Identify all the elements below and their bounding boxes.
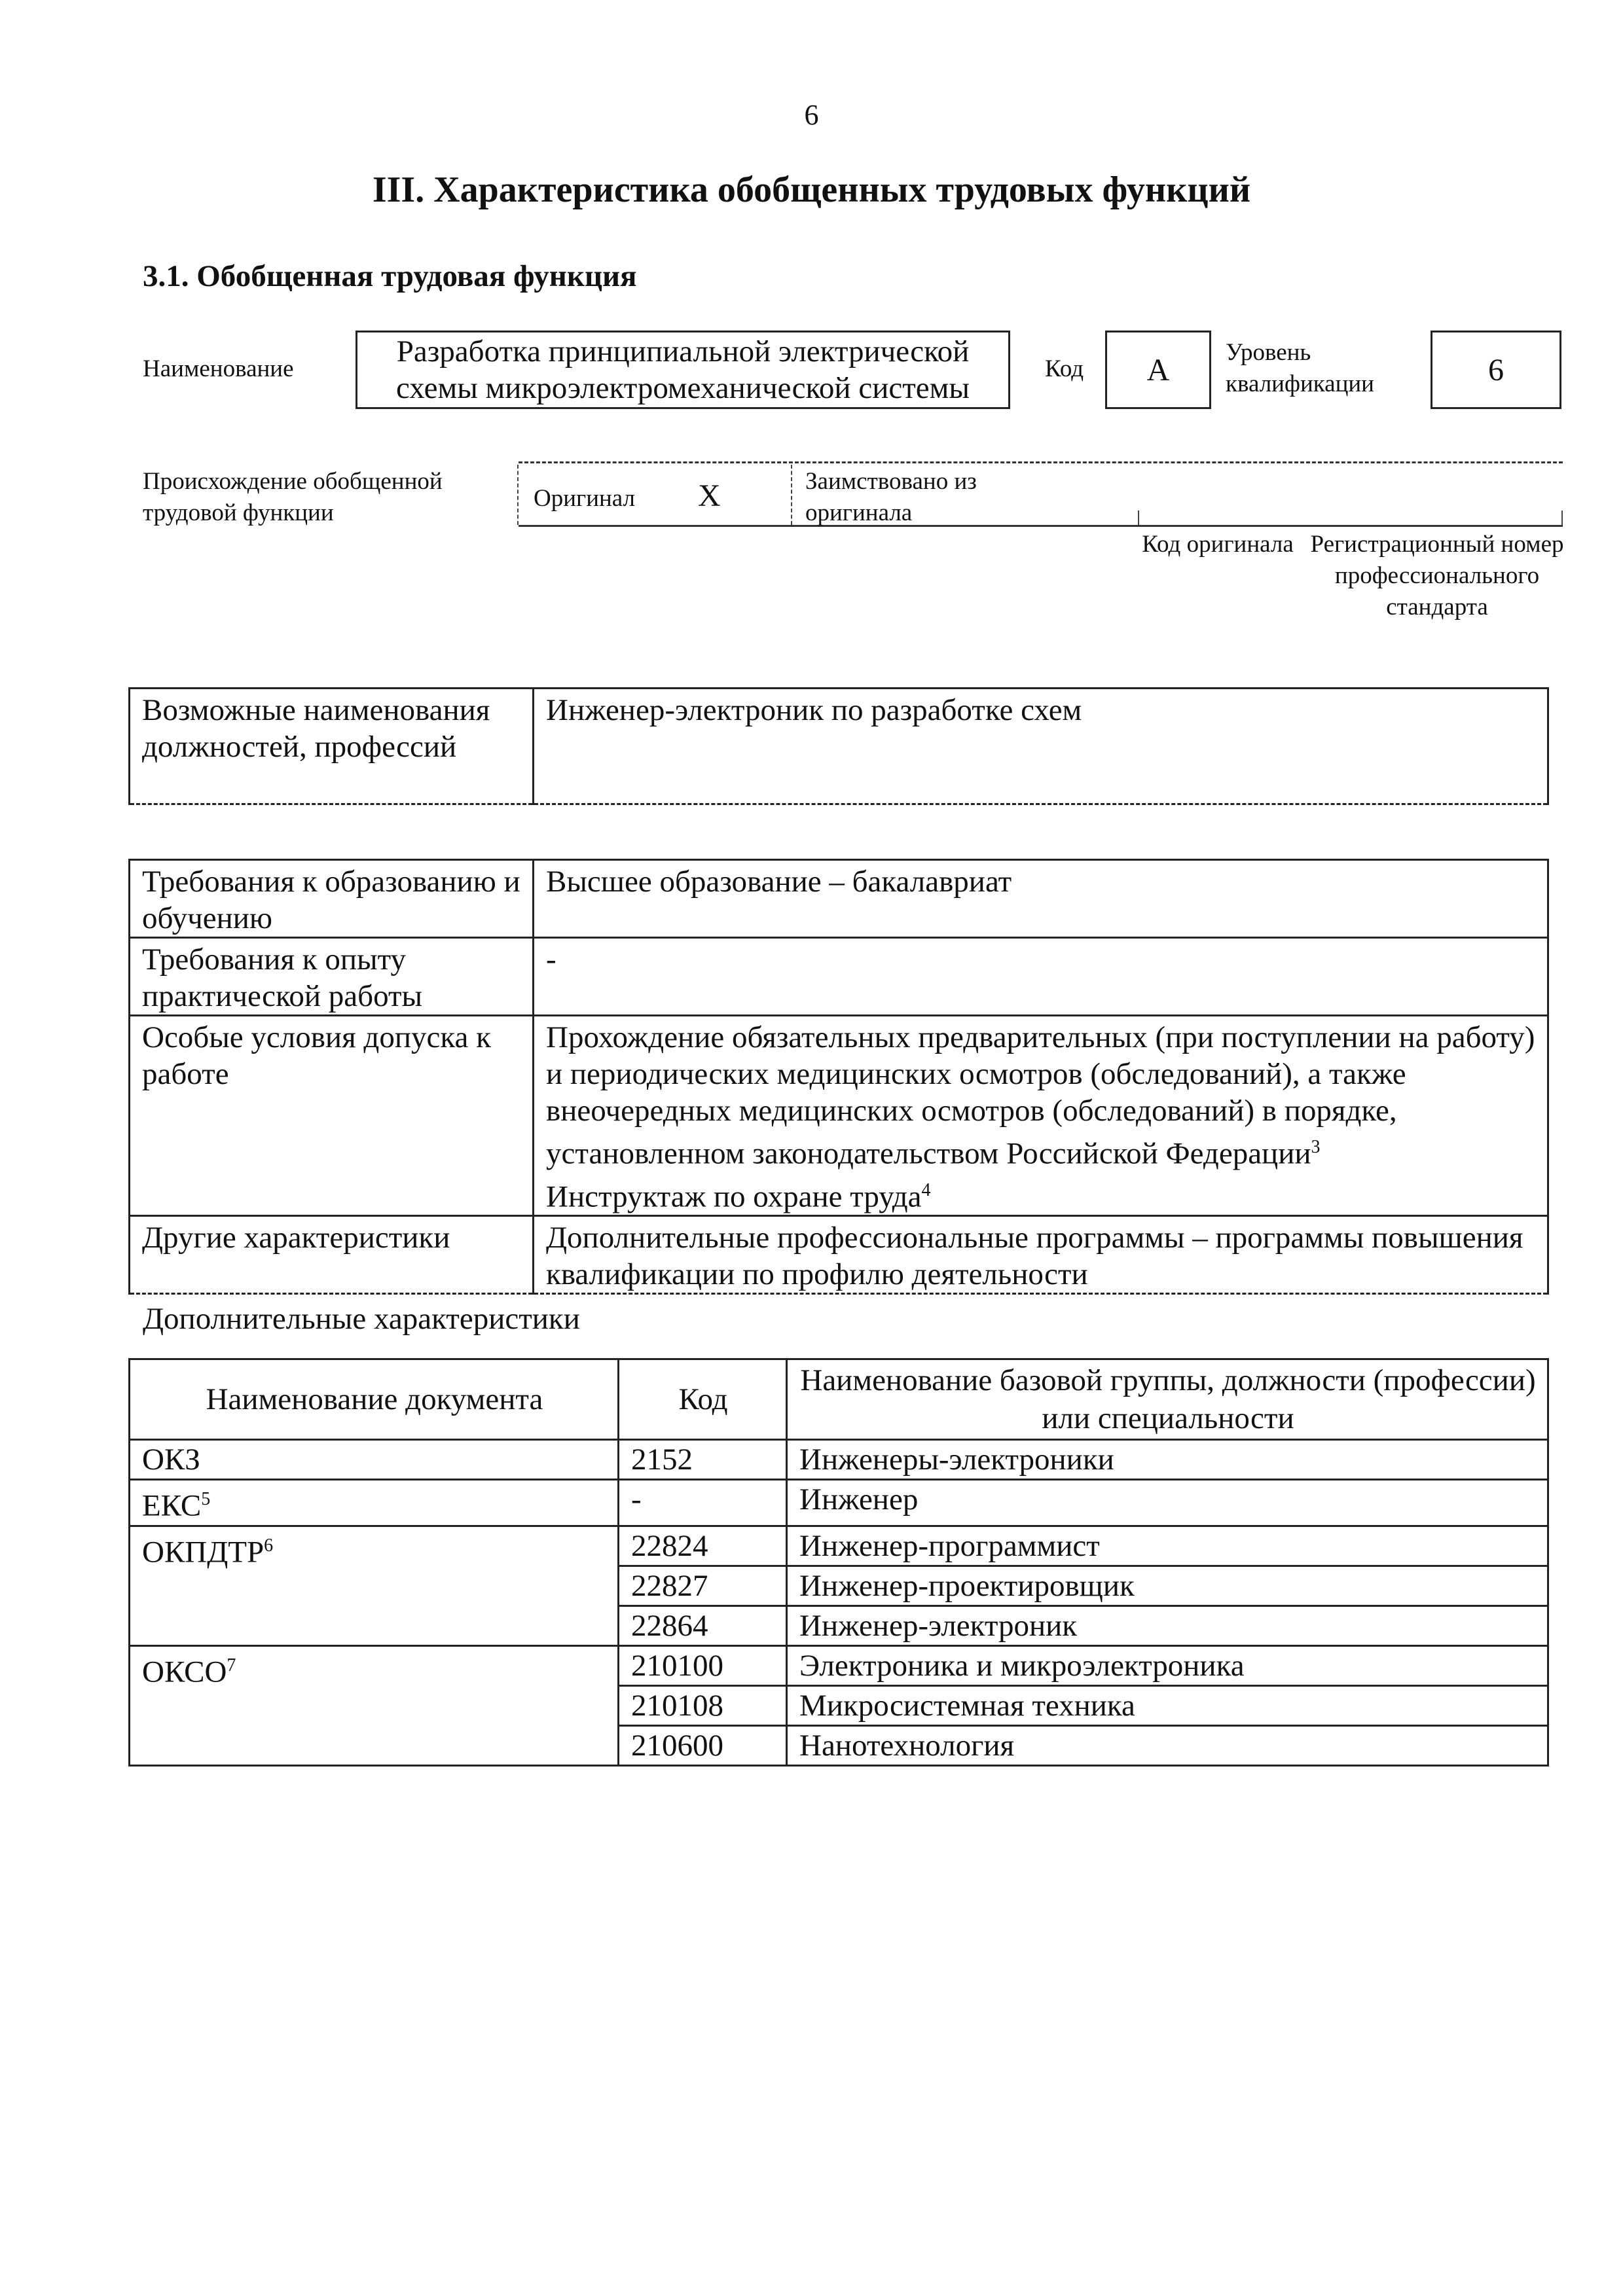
doc-okso-text: ОКСО bbox=[142, 1655, 227, 1689]
education-value: Высшее образование – бакалавриат bbox=[534, 860, 1548, 938]
code-cell: 2152 bbox=[619, 1440, 787, 1480]
col-header-code: Код bbox=[619, 1359, 787, 1440]
table-row bbox=[130, 1526, 1548, 1566]
positions-value: Инженер-электроник по разработке схем bbox=[534, 689, 1548, 804]
origin-divider bbox=[1561, 511, 1563, 525]
admission-label: Особые условия допуска к работе bbox=[130, 1016, 534, 1216]
positions-label: Возможные наименования должностей, профессий bbox=[130, 689, 534, 804]
origin-divider bbox=[791, 465, 792, 525]
footnote-ref: 6 bbox=[264, 1535, 274, 1556]
name-cell: Инженер bbox=[787, 1480, 1548, 1526]
table-row bbox=[130, 1480, 1548, 1526]
code-cell: 22827 bbox=[619, 1566, 787, 1605]
footnote-ref: 4 bbox=[921, 1179, 931, 1200]
origin-label: Происхождение обобщенной трудовой функции bbox=[143, 468, 443, 526]
code-cell: 210600 bbox=[619, 1725, 787, 1765]
admission-value bbox=[534, 1016, 1548, 1216]
table-row bbox=[130, 1016, 1548, 1216]
col-header-name: Наименование базовой группы, должности (профессии) или специальности bbox=[787, 1359, 1548, 1440]
subsection-title: 3.1. Обобщенная трудовая функция bbox=[143, 259, 637, 293]
original-mark: Х bbox=[698, 478, 721, 513]
doc-okpdtr-text: ОКПДТР bbox=[142, 1535, 264, 1570]
original-label: Оригинал bbox=[534, 485, 636, 512]
name-cell: Инженер-проектировщик bbox=[787, 1566, 1548, 1605]
qualification-level-box: 6 bbox=[1431, 331, 1561, 409]
doc-okpdtr bbox=[130, 1526, 619, 1645]
doc-eks-text: ЕКС bbox=[142, 1488, 202, 1523]
safety-briefing-text: Инструктаж по охране труда bbox=[546, 1179, 922, 1214]
code-cell: 210108 bbox=[619, 1685, 787, 1725]
experience-label: Требования к опыту практической работы bbox=[130, 938, 534, 1016]
footnote-ref: 7 bbox=[227, 1655, 236, 1676]
origin-divider bbox=[517, 465, 519, 525]
code-label: Код bbox=[1045, 355, 1084, 382]
name-cell: Инженеры-электроники bbox=[787, 1440, 1548, 1480]
experience-value: - bbox=[534, 938, 1548, 1016]
name-cell: Электроника и микроэлектроника bbox=[787, 1645, 1548, 1685]
doc-okso bbox=[130, 1645, 619, 1765]
education-label: Требования к образованию и обучению bbox=[130, 860, 534, 938]
admission-text: Прохождение обязательных предварительных (при поступлении на работу) и периодических медицинских осмотров (обследований), а также внеочередных медицинских осмотров (обследований) в порядке, установленном законодательством Российской Федерации bbox=[546, 1020, 1535, 1171]
table-row bbox=[130, 1645, 1548, 1685]
page-number: 6 bbox=[804, 99, 819, 131]
col-header-document: Наименование документа bbox=[130, 1359, 619, 1440]
code-cell: 22864 bbox=[619, 1605, 787, 1645]
requirements-table bbox=[128, 859, 1549, 1295]
footnote-ref: 3 bbox=[1311, 1137, 1321, 1157]
table-row bbox=[130, 1359, 1548, 1440]
section-title: III. Характеристика обобщенных трудовых функций bbox=[372, 170, 1251, 210]
origin-divider bbox=[1138, 511, 1139, 525]
qualification-level-label: Уровень квалификации bbox=[1226, 339, 1374, 397]
name-cell: Инженер-электроник bbox=[787, 1605, 1548, 1645]
name-cell: Инженер-программист bbox=[787, 1526, 1548, 1566]
other-value: Дополнительные профессиональные программы – программы повышения квалификации по профилю деятельности bbox=[534, 1216, 1548, 1294]
footnote-ref: 5 bbox=[201, 1489, 211, 1509]
code-cell: - bbox=[619, 1480, 787, 1526]
table-row bbox=[130, 860, 1548, 938]
doc-eks bbox=[130, 1480, 619, 1526]
name-label: Наименование bbox=[143, 355, 294, 382]
positions-table bbox=[128, 687, 1549, 805]
table-row bbox=[130, 1440, 1548, 1480]
table-row bbox=[130, 938, 1548, 1016]
code-original-label: Код оригинала bbox=[1142, 531, 1294, 558]
other-label: Другие характеристики bbox=[130, 1216, 534, 1294]
borrowed-label: Заимствовано из оригинала bbox=[805, 468, 977, 526]
name-cell: Микросистемная техника bbox=[787, 1685, 1548, 1725]
code-cell: 22824 bbox=[619, 1526, 787, 1566]
code-cell: 210100 bbox=[619, 1645, 787, 1685]
additional-heading: Дополнительные характеристики bbox=[143, 1302, 580, 1336]
origin-top-line bbox=[519, 461, 1563, 463]
function-code-box: А bbox=[1105, 331, 1211, 409]
additional-table bbox=[128, 1358, 1549, 1767]
registration-number-label: Регистрационный номер профессионального стандарта bbox=[1310, 531, 1564, 620]
table-row bbox=[130, 689, 1548, 804]
function-name-box: Разработка принципиальной электрической схемы микроэлектромеханической системы bbox=[356, 331, 1010, 409]
table-row bbox=[130, 1216, 1548, 1294]
name-cell: Нанотехнология bbox=[787, 1725, 1548, 1765]
doc-okz: ОКЗ bbox=[130, 1440, 619, 1480]
